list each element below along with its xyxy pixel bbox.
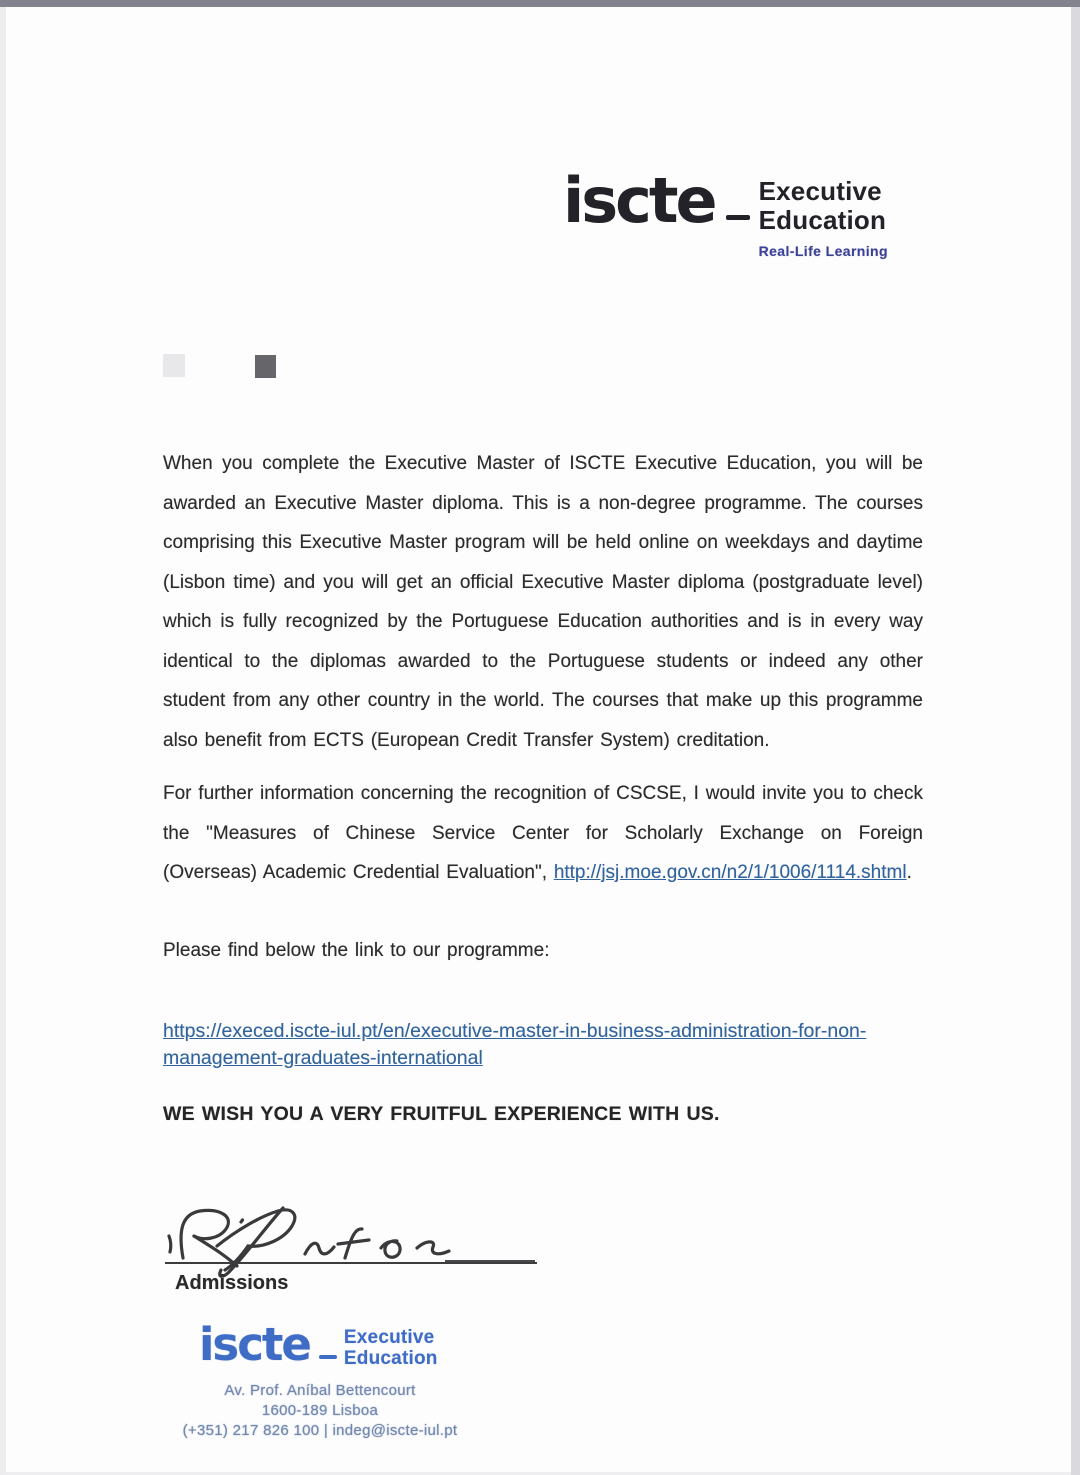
footer-address <box>140 1381 500 1441</box>
header-logo <box>563 164 888 259</box>
find-link-intro: Please find below the link to our programme: <box>163 939 550 961</box>
signer-role: Admissions <box>175 1272 289 1294</box>
signature-line <box>165 1262 537 1264</box>
logo-division <box>759 177 888 259</box>
footer-logo-division-line1: Executive <box>343 1327 435 1348</box>
paragraph-diploma: When you complete the Executive Master of ISCTE Executive Education, you will be awarded an Executive Master diploma. This is a non-degree programme. The courses comprising this Executive Master program will be held online on weekdays and daytime (Lisbon time) and you will get an official Executive Master diploma (postgraduate level) which is fully recognized by the Portuguese Education authorities and is in every way identical to the diplomas awarded to the Portuguese students or indeed any other student from any other country in the world. The courses that make up this programme also benefit from ECTS (European Credit Transfer System) creditation. <box>163 453 923 751</box>
iscte-wordmark: iscte <box>563 164 715 237</box>
footer-contact-line: (+351) 217 826 100 | indeg@iscte-iul.pt <box>182 1422 458 1439</box>
footer-logo-dash-icon <box>319 1355 337 1359</box>
recognition-text-after: . <box>906 862 912 883</box>
recognition-text-before: For further information concerning the recognition of CSCSE, I would invite you to check the "Measures of Chinese Service Center for Scholarly Exchange on Foreign (Overseas) Academic Credential Evaluation", <box>163 783 923 883</box>
signature-line-segment <box>445 1260 535 1262</box>
footer-iscte-wordmark: iscte <box>199 1318 310 1371</box>
footer-logo-division-line2: Education <box>343 1348 438 1369</box>
scan-edge-top <box>0 0 1080 7</box>
footer-address-line2: 1600-189 Lisboa <box>261 1402 379 1419</box>
logo-division-line2: Education <box>758 205 887 235</box>
footer-logo <box>199 1320 438 1370</box>
scan-edge-left <box>0 7 6 1475</box>
redacted-mark-light <box>163 354 185 377</box>
letter-body <box>163 444 923 1129</box>
signature-block <box>145 1196 565 1306</box>
paragraph-recognition <box>163 774 923 893</box>
logo-division-line1: Executive <box>758 176 882 206</box>
logo-dash-icon <box>726 215 750 220</box>
programme-link[interactable]: https://execed.iscte-iul.pt/en/executive-master-in-business-administration-for-non-management-graduates-international <box>163 1020 867 1069</box>
closing-line: WE WISH YOU A VERY FRUITFUL EXPERIENCE WITH US. <box>163 1102 720 1125</box>
logo-tagline: Real-Life Learning <box>758 243 888 259</box>
scan-edge-right <box>1071 7 1080 1475</box>
redacted-mark-dark <box>255 355 276 378</box>
footer-address-line1: Av. Prof. Aníbal Bettencourt <box>224 1382 416 1399</box>
footer-logo-division <box>344 1327 438 1369</box>
cscse-recognition-link[interactable]: http://jsj.moe.gov.cn/n2/1/1006/1114.shtml <box>553 862 907 883</box>
